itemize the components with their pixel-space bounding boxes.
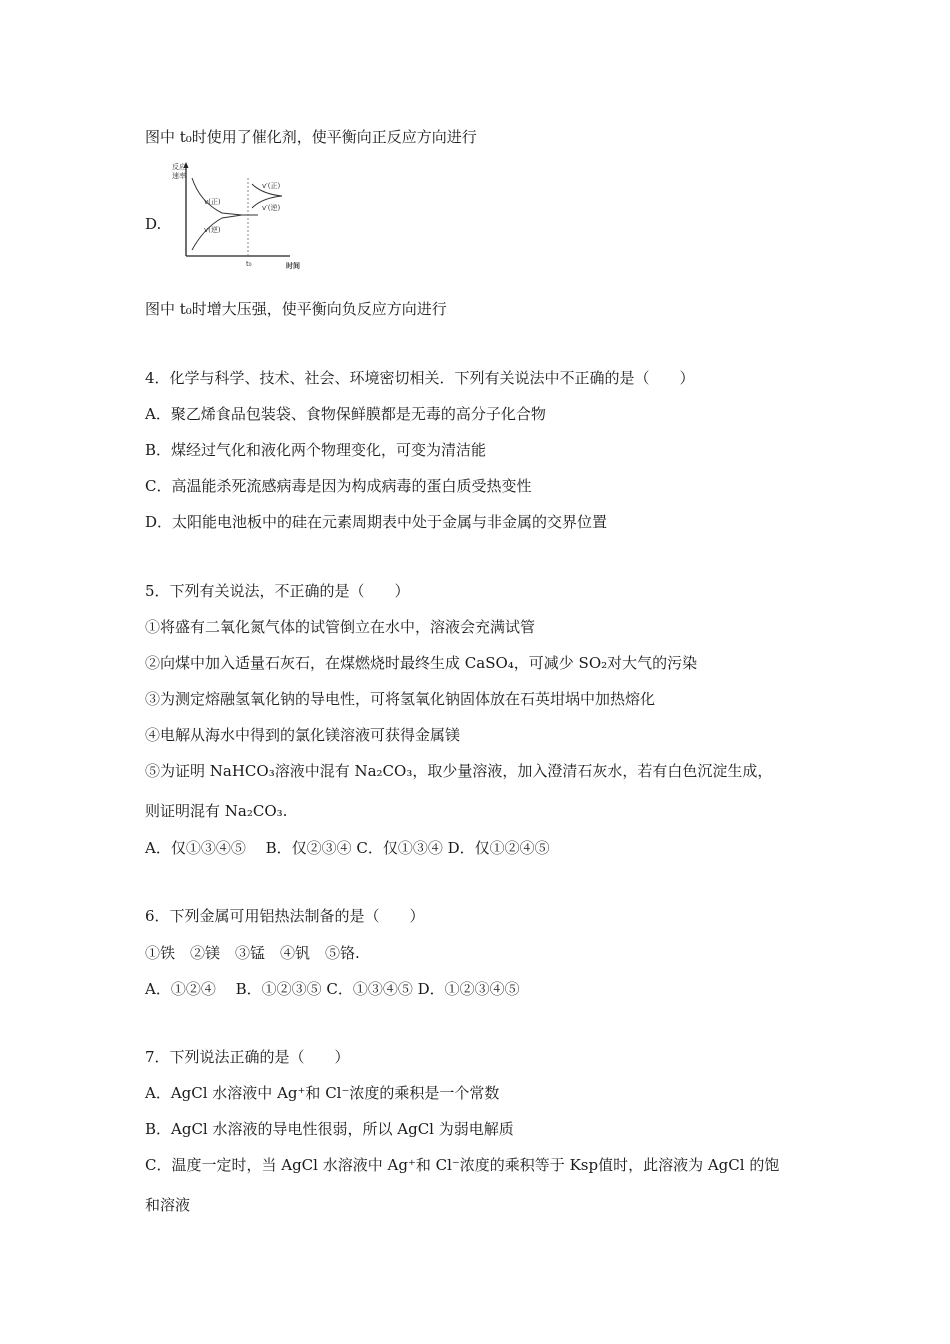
- q5-stem: 5．下列有关说法，不正确的是（ ）: [145, 582, 410, 600]
- q5-item-1: ①将盛有二氧化氮气体的试管倒立在水中，溶液会充满试管: [145, 618, 536, 636]
- q5-item-2: ②向煤中加入适量石灰石，在煤燃烧时最终生成 CaSO₄，可减少 SO₂对大气的污染: [145, 654, 698, 672]
- q7-stem: 7．下列说法正确的是（ ）: [145, 1048, 350, 1066]
- v-forward-label: v(正): [204, 198, 221, 206]
- v-forward-prime-label: v′(正): [262, 182, 281, 190]
- option-d-label: D.: [145, 215, 162, 233]
- q5-item-5-cont: 则证明混有 Na₂CO₃.: [145, 802, 288, 820]
- x-axis-label: 时间: [286, 262, 300, 270]
- q4-option-d: D．太阳能电池板中的硅在元素周期表中处于金属与非金属的交界位置: [145, 513, 608, 531]
- q5-item-3: ③为测定熔融氢氧化钠的导电性，可将氢氧化钠固体放在石英坩埚中加热熔化: [145, 690, 656, 708]
- y-axis-label-2: 速率: [172, 172, 186, 180]
- q5-item-5: ⑤为证明 NaHCO₃溶液中混有 Na₂CO₃，取少量溶液，加入澄清石灰水，若有白色沉淀生成，: [145, 762, 773, 780]
- option-d-text: 图中 t₀时增大压强，使平衡向负反应方向进行: [145, 300, 447, 318]
- q7-option-c-cont: 和溶液: [145, 1196, 191, 1214]
- q5-choices: A．仅①③④⑤ B．仅②③④ C．仅①③④ D．仅①②④⑤: [145, 839, 550, 857]
- q6-stem: 6．下列金属可用铝热法制备的是（ ）: [145, 907, 425, 925]
- q7-option-b: B．AgCl 水溶液的导电性很弱，所以 AgCl 为弱电解质: [145, 1120, 514, 1138]
- q4-stem: 4．化学与科学、技术、社会、环境密切相关．下列有关说法中不正确的是（ ）: [145, 369, 695, 387]
- option-c-text: 图中 t₀时使用了催化剂，使平衡向正反应方向进行: [145, 128, 477, 146]
- q6-choices: A．①②④ B．①②③⑤ C．①③④⑤ D．①②③④⑤: [145, 980, 520, 998]
- y-axis-label-1: 反应: [172, 163, 186, 171]
- t0-label: t₀: [246, 260, 252, 268]
- q7-option-a: A．AgCl 水溶液中 Ag⁺和 Cl⁻浓度的乘积是一个常数: [145, 1084, 500, 1102]
- v-reverse-prime-label: v′(逆): [262, 204, 281, 212]
- q7-option-c: C．温度一定时，当 AgCl 水溶液中 Ag⁺和 Cl⁻浓度的乘积等于 Ksp值时，此溶液为 AgCl 的饱: [145, 1156, 780, 1174]
- q6-items: ①铁 ②镁 ③锰 ④钒 ⑤铬.: [145, 944, 360, 962]
- v-forward-curve: [192, 178, 242, 215]
- q4-option-a: A．聚乙烯食品包装袋、食物保鲜膜都是无毒的高分子化合物: [145, 405, 546, 423]
- q4-option-b: B．煤经过气化和液化两个物理变化，可变为清洁能: [145, 441, 487, 459]
- q5-item-4: ④电解从海水中得到的氯化镁溶液可获得金属镁: [145, 726, 461, 744]
- reaction-rate-graph: [172, 158, 313, 273]
- q4-option-c: C．高温能杀死流感病毒是因为构成病毒的蛋白质受热变性: [145, 477, 532, 495]
- v-reverse-label: v(逆): [204, 226, 221, 234]
